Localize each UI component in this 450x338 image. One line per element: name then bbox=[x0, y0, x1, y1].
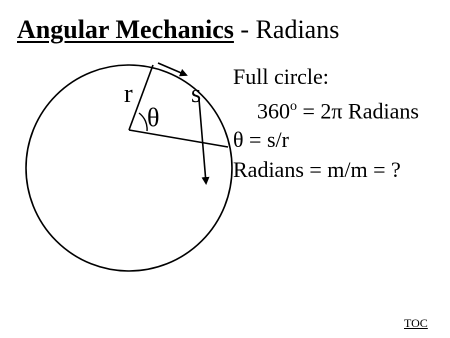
degrees-value: 360 bbox=[257, 97, 290, 123]
angle-arc bbox=[139, 113, 147, 131]
theta-label: θ bbox=[147, 103, 160, 132]
title-main: Angular Mechanics bbox=[17, 15, 234, 44]
arc-length-arrow-top bbox=[158, 63, 186, 75]
toc-link[interactable]: TOC bbox=[404, 316, 428, 330]
radians-units: Radians = m/m = ? bbox=[233, 156, 401, 182]
title-subtitle: - Radians bbox=[233, 15, 340, 44]
radians-word: Radians bbox=[342, 97, 419, 123]
arc-label: s bbox=[191, 79, 202, 108]
radius-line-lower bbox=[129, 130, 228, 147]
degrees-equation bbox=[233, 92, 419, 126]
notes-block bbox=[233, 62, 419, 184]
pi-symbol: π bbox=[331, 97, 343, 123]
theta-formula: θ = s/r bbox=[233, 127, 289, 153]
radius-label: r bbox=[124, 79, 133, 108]
equals-two: = 2 bbox=[297, 97, 332, 123]
degree-symbol: o bbox=[290, 98, 297, 114]
arc-length-arrow-side bbox=[199, 99, 206, 183]
full-circle-line: Full circle: bbox=[233, 64, 329, 89]
